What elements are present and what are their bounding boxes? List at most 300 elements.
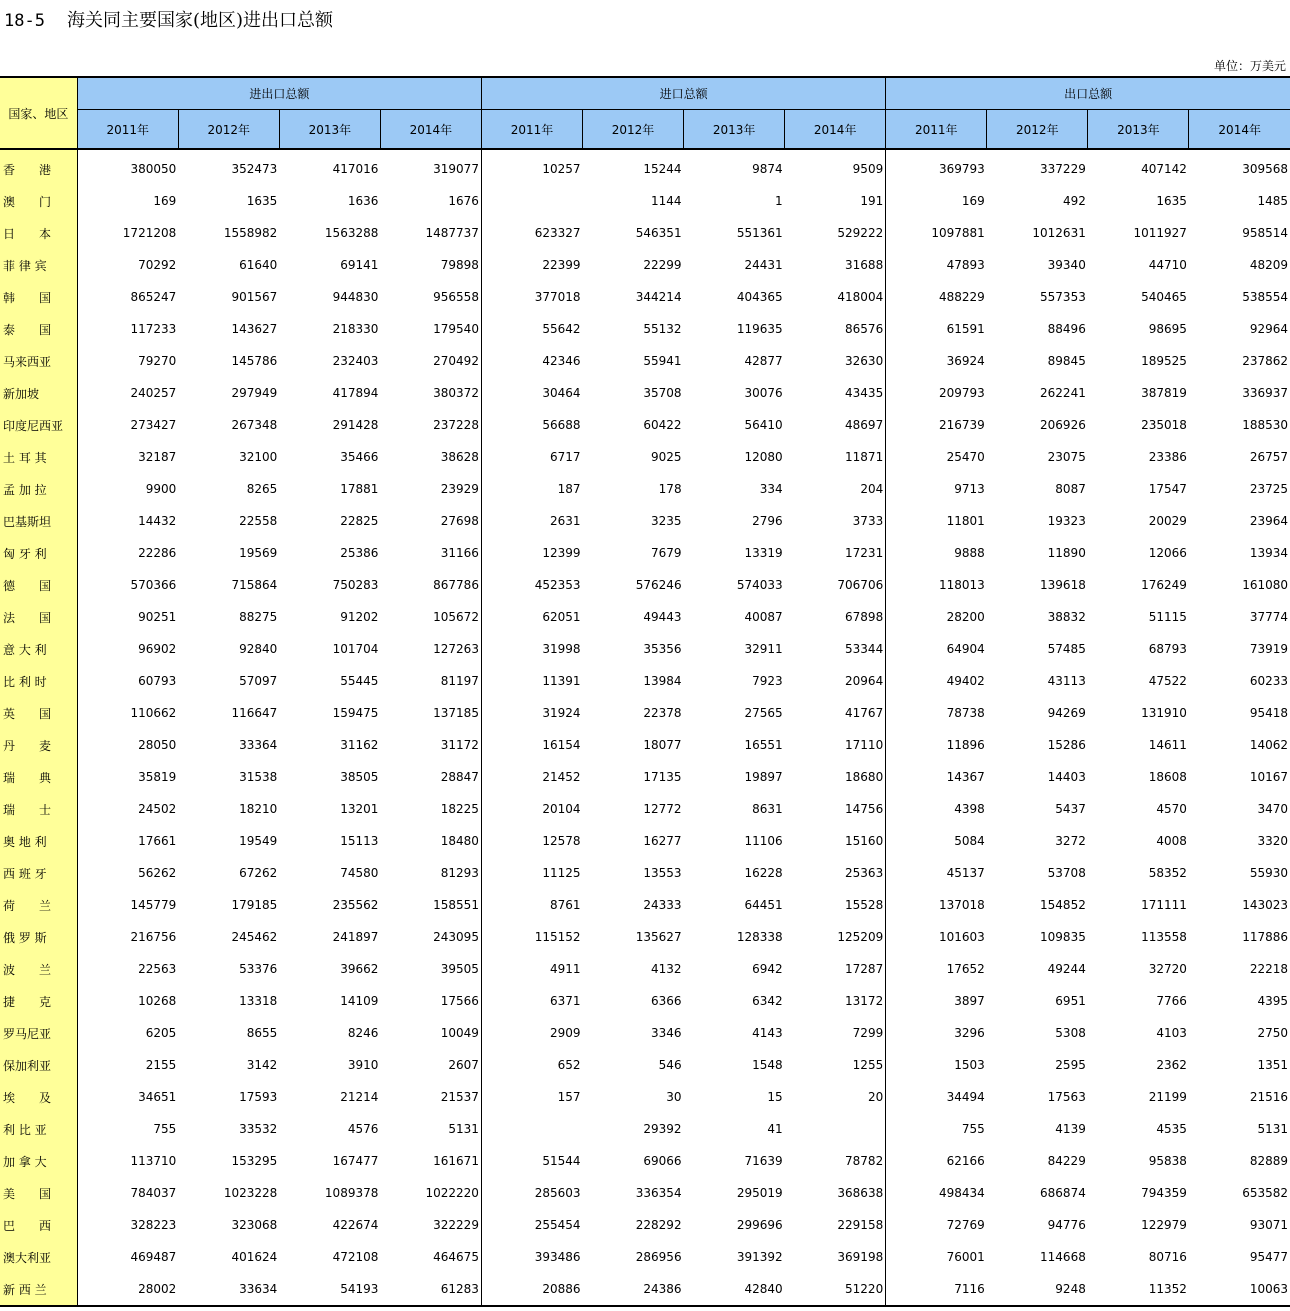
value-cell: 417016 [332, 162, 379, 176]
region-name: 俄 罗 斯 [0, 921, 77, 953]
value-cell: 8246 [347, 1026, 379, 1040]
value-cell: 715864 [231, 578, 278, 592]
value-cell: 71639 [744, 1154, 783, 1168]
group-header-import: 进口总额 [481, 77, 885, 110]
value-cell: 369793 [886, 149, 987, 185]
value-cell: 391392 [736, 1250, 783, 1264]
value-cell: 322229 [433, 1218, 479, 1232]
value-cell: 11801 [886, 505, 987, 537]
value-cell: 96902 [138, 642, 177, 656]
value-cell: 270492 [433, 354, 479, 368]
value-cell: 61640 [239, 258, 278, 272]
value-cell: 206926 [1040, 418, 1086, 432]
value-cell: 30464 [481, 377, 582, 409]
region-name: 瑞 典 [0, 761, 77, 793]
value-cell: 488229 [886, 281, 987, 313]
value-cell: 6371 [481, 985, 582, 1017]
value-cell: 64451 [744, 898, 783, 912]
table-row [0, 1241, 1290, 1273]
value-cell: 167477 [332, 1154, 379, 1168]
value-cell: 169 [886, 185, 987, 217]
value-cell: 79898 [440, 258, 479, 272]
table-row [0, 537, 1290, 569]
value-cell: 1255 [852, 1058, 884, 1072]
value-cell: 27698 [440, 514, 479, 528]
value-cell: 27565 [744, 706, 783, 720]
value-cell: 15160 [845, 834, 884, 848]
value-cell: 51115 [1148, 610, 1187, 624]
value-cell: 32911 [744, 642, 783, 656]
value-cell: 22299 [643, 258, 682, 272]
value-cell: 35708 [643, 386, 682, 400]
value-cell: 295019 [736, 1186, 783, 1200]
value-cell: 25363 [845, 866, 884, 880]
value-cell: 31162 [340, 738, 379, 752]
value-cell: 14367 [886, 761, 987, 793]
value-cell: 4570 [1156, 802, 1187, 816]
value-cell: 13319 [744, 546, 783, 560]
region-name: 巴 西 [0, 1209, 77, 1241]
region-name: 日 本 [0, 217, 77, 249]
value-cell: 9025 [651, 450, 682, 464]
table-header [0, 77, 1290, 149]
value-cell: 8761 [481, 889, 582, 921]
value-cell: 17661 [138, 834, 177, 848]
page-title [4, 6, 333, 32]
value-cell: 48697 [845, 418, 884, 432]
value-cell: 1636 [347, 194, 379, 208]
table-row [0, 793, 1290, 825]
value-cell: 1548 [752, 1058, 783, 1072]
value-cell: 49244 [1047, 962, 1086, 976]
year-header: 2014年 [380, 110, 481, 150]
value-cell: 37774 [1249, 610, 1288, 624]
region-name: 印度尼西亚 [0, 409, 77, 441]
value-cell: 43435 [845, 386, 884, 400]
value-cell: 73919 [1249, 642, 1288, 656]
value-cell: 189525 [1141, 354, 1187, 368]
value-cell: 17566 [440, 994, 479, 1008]
value-cell: 28050 [138, 738, 177, 752]
value-cell: 784037 [130, 1186, 177, 1200]
value-cell: 176249 [1141, 578, 1187, 592]
value-cell: 38832 [1047, 610, 1086, 624]
value-cell: 18210 [239, 802, 278, 816]
value-cell: 8265 [246, 482, 278, 496]
value-cell [481, 1113, 582, 1145]
value-cell: 137185 [433, 706, 479, 720]
value-cell: 31924 [481, 697, 582, 729]
region-column-header: 国家、地区 [0, 77, 77, 149]
value-cell: 179185 [231, 898, 278, 912]
value-cell: 44710 [1148, 258, 1187, 272]
value-cell: 755 [153, 1122, 177, 1136]
region-name: 新 西 兰 [0, 1273, 77, 1306]
value-cell: 4132 [651, 962, 682, 976]
value-cell: 1558982 [223, 226, 278, 240]
value-cell: 417894 [332, 386, 379, 400]
value-cell: 15244 [643, 162, 682, 176]
value-cell [785, 1113, 886, 1145]
value-cell: 13172 [845, 994, 884, 1008]
table-row [0, 249, 1290, 281]
value-cell: 570366 [130, 578, 177, 592]
value-cell: 88275 [239, 610, 278, 624]
value-cell: 49402 [886, 665, 987, 697]
value-cell: 8087 [1055, 482, 1086, 496]
region-name: 澳 门 [0, 185, 77, 217]
value-cell: 23386 [1148, 450, 1187, 464]
table-row [0, 1049, 1290, 1081]
region-name: 泰 国 [0, 313, 77, 345]
value-cell: 19323 [1047, 514, 1086, 528]
value-cell: 179540 [433, 322, 479, 336]
value-cell: 86576 [845, 322, 884, 336]
region-name: 加 拿 大 [0, 1145, 77, 1177]
year-header: 2011年 [481, 110, 582, 150]
value-cell: 131910 [1141, 706, 1187, 720]
value-cell: 380050 [130, 162, 177, 176]
value-cell: 16154 [481, 729, 582, 761]
value-cell: 23929 [440, 482, 479, 496]
region-name: 韩 国 [0, 281, 77, 313]
value-cell: 101603 [886, 921, 987, 953]
value-cell: 4008 [1156, 834, 1187, 848]
table-row [0, 505, 1290, 537]
table-title: 海关同主要国家(地区)进出口总额 [66, 10, 333, 31]
value-cell: 62051 [481, 601, 582, 633]
value-cell: 9900 [145, 482, 177, 496]
value-cell: 91202 [340, 610, 379, 624]
value-cell: 153295 [231, 1154, 278, 1168]
value-cell: 755 [886, 1113, 987, 1145]
value-cell: 2362 [1156, 1058, 1187, 1072]
value-cell: 58352 [1148, 866, 1187, 880]
value-cell: 81197 [440, 674, 479, 688]
value-cell: 323068 [231, 1218, 278, 1232]
value-cell: 867786 [433, 578, 479, 592]
value-cell: 334 [759, 482, 783, 496]
value-cell: 245462 [231, 930, 278, 944]
value-cell: 88496 [1047, 322, 1086, 336]
value-cell: 161080 [1242, 578, 1288, 592]
table-row [0, 921, 1290, 953]
value-cell: 7766 [1156, 994, 1187, 1008]
value-cell: 67262 [239, 866, 278, 880]
value-cell: 576246 [635, 578, 682, 592]
value-cell: 24431 [744, 258, 783, 272]
value-cell: 57097 [239, 674, 278, 688]
value-cell: 42346 [481, 345, 582, 377]
value-cell: 5131 [1257, 1122, 1288, 1136]
value-cell: 48209 [1249, 258, 1288, 272]
value-cell: 24386 [583, 1273, 684, 1306]
value-cell: 2909 [481, 1017, 582, 1049]
region-name: 匈 牙 利 [0, 537, 77, 569]
value-cell: 128338 [736, 930, 783, 944]
table-number: 18-5 [4, 11, 45, 31]
value-cell: 11125 [481, 857, 582, 889]
value-cell: 15528 [845, 898, 884, 912]
value-cell: 6205 [145, 1026, 177, 1040]
value-cell: 1351 [1257, 1058, 1288, 1072]
value-cell: 18225 [440, 802, 479, 816]
value-cell: 407142 [1141, 162, 1187, 176]
value-cell: 110662 [130, 706, 177, 720]
value-cell: 20104 [481, 793, 582, 825]
value-cell: 12399 [481, 537, 582, 569]
value-cell: 243095 [433, 930, 479, 944]
value-cell: 336354 [635, 1186, 682, 1200]
value-cell: 161671 [433, 1154, 479, 1168]
table-row [0, 149, 1290, 185]
value-cell: 118013 [886, 569, 987, 601]
value-cell: 418004 [837, 290, 884, 304]
value-cell: 60793 [138, 674, 177, 688]
value-cell: 135627 [635, 930, 682, 944]
value-cell: 68793 [1148, 642, 1187, 656]
value-cell: 62166 [886, 1145, 987, 1177]
value-cell: 43113 [1047, 674, 1086, 688]
value-cell: 28002 [77, 1273, 178, 1306]
value-cell: 113710 [130, 1154, 177, 1168]
value-cell: 4395 [1257, 994, 1288, 1008]
value-cell: 422674 [332, 1218, 379, 1232]
value-cell: 2595 [1055, 1058, 1086, 1072]
value-cell: 127263 [433, 642, 479, 656]
value-cell: 16277 [643, 834, 682, 848]
value-cell: 12578 [481, 825, 582, 857]
value-cell: 119635 [736, 322, 783, 336]
region-name: 英 国 [0, 697, 77, 729]
value-cell: 10257 [481, 149, 582, 185]
value-cell: 5084 [886, 825, 987, 857]
value-cell: 958514 [1242, 226, 1288, 240]
table-row [0, 665, 1290, 697]
value-cell: 54193 [279, 1273, 380, 1306]
value-cell: 10049 [440, 1026, 479, 1040]
value-cell: 557353 [1040, 290, 1086, 304]
value-cell: 17547 [1148, 482, 1187, 496]
region-name: 利 比 亚 [0, 1113, 77, 1145]
value-cell: 1676 [448, 194, 479, 208]
table-row [0, 953, 1290, 985]
value-cell: 1023228 [223, 1186, 278, 1200]
value-cell: 36924 [886, 345, 987, 377]
value-cell: 9888 [886, 537, 987, 569]
value-cell: 20964 [845, 674, 884, 688]
value-cell: 79270 [138, 354, 177, 368]
value-cell: 47522 [1148, 674, 1187, 688]
value-cell [481, 185, 582, 217]
value-cell: 337229 [1040, 162, 1086, 176]
value-cell: 19897 [744, 770, 783, 784]
value-cell: 61591 [886, 313, 987, 345]
value-cell: 369198 [837, 1250, 884, 1264]
value-cell: 218330 [332, 322, 379, 336]
value-cell: 1487737 [425, 226, 479, 240]
value-cell: 255454 [481, 1209, 582, 1241]
value-cell: 55642 [481, 313, 582, 345]
value-cell: 55941 [643, 354, 682, 368]
value-cell: 47893 [886, 249, 987, 281]
value-cell: 94269 [1047, 706, 1086, 720]
value-cell: 32187 [138, 450, 177, 464]
value-cell: 25386 [340, 546, 379, 560]
value-cell: 125209 [837, 930, 884, 944]
value-cell: 7116 [886, 1273, 987, 1306]
value-cell: 11106 [744, 834, 783, 848]
value-cell: 285603 [481, 1177, 582, 1209]
value-cell: 74580 [340, 866, 379, 880]
value-cell: 56410 [744, 418, 783, 432]
value-cell: 159475 [332, 706, 379, 720]
table-body [0, 149, 1290, 1306]
value-cell: 117886 [1242, 930, 1288, 944]
value-cell: 191 [860, 194, 884, 208]
value-cell: 69066 [643, 1154, 682, 1168]
table-row [0, 729, 1290, 761]
value-cell: 28200 [886, 601, 987, 633]
table-row [0, 761, 1290, 793]
value-cell: 93071 [1249, 1218, 1288, 1232]
value-cell: 137018 [886, 889, 987, 921]
value-cell: 31166 [440, 546, 479, 560]
value-cell: 41 [767, 1122, 783, 1136]
value-cell: 16228 [744, 866, 783, 880]
table-row [0, 569, 1290, 601]
value-cell: 352473 [231, 162, 278, 176]
value-cell: 1635 [1156, 194, 1187, 208]
value-cell: 8655 [246, 1026, 278, 1040]
value-cell: 55132 [643, 322, 682, 336]
value-cell: 9248 [987, 1273, 1088, 1306]
region-name: 新加坡 [0, 377, 77, 409]
value-cell: 299696 [736, 1218, 783, 1232]
value-cell: 241897 [332, 930, 379, 944]
value-cell: 17652 [886, 953, 987, 985]
value-cell: 16551 [744, 738, 783, 752]
value-cell: 1 [775, 194, 783, 208]
value-cell: 209793 [886, 377, 987, 409]
value-cell: 235018 [1141, 418, 1187, 432]
region-name: 丹 麦 [0, 729, 77, 761]
region-name: 孟 加 拉 [0, 473, 77, 505]
region-name: 罗马尼亚 [0, 1017, 77, 1049]
value-cell: 35356 [643, 642, 682, 656]
value-cell: 472108 [332, 1250, 379, 1264]
table-row [0, 1017, 1290, 1049]
value-cell: 5437 [1055, 802, 1086, 816]
value-cell: 4576 [347, 1122, 379, 1136]
value-cell: 21199 [1148, 1090, 1187, 1104]
value-cell: 5308 [1055, 1026, 1086, 1040]
value-cell: 19569 [239, 546, 278, 560]
year-header: 2013年 [1088, 110, 1189, 150]
value-cell: 31998 [481, 633, 582, 665]
value-cell: 49443 [643, 610, 682, 624]
value-cell: 188530 [1242, 418, 1288, 432]
value-cell: 13984 [643, 674, 682, 688]
value-cell: 18077 [643, 738, 682, 752]
value-cell: 78782 [845, 1154, 884, 1168]
region-name: 法 国 [0, 601, 77, 633]
value-cell: 380372 [433, 386, 479, 400]
table-row [0, 377, 1290, 409]
value-cell: 1485 [1257, 194, 1288, 208]
value-cell: 7299 [852, 1026, 884, 1040]
value-cell: 11890 [1047, 546, 1086, 560]
region-name: 奥 地 利 [0, 825, 77, 857]
value-cell: 3272 [1055, 834, 1086, 848]
value-cell: 18480 [440, 834, 479, 848]
value-cell: 237862 [1242, 354, 1288, 368]
region-name: 捷 克 [0, 985, 77, 1017]
value-cell: 178 [658, 482, 682, 496]
value-cell: 17563 [1047, 1090, 1086, 1104]
table-row [0, 601, 1290, 633]
value-cell: 169 [153, 194, 177, 208]
value-cell: 3733 [852, 514, 884, 528]
value-cell: 1011927 [1133, 226, 1187, 240]
value-cell: 686874 [1040, 1186, 1086, 1200]
value-cell: 529222 [837, 226, 884, 240]
year-header: 2012年 [987, 110, 1088, 150]
value-cell: 69141 [340, 258, 379, 272]
value-cell: 84229 [1047, 1154, 1086, 1168]
value-cell: 8631 [752, 802, 783, 816]
value-cell: 309568 [1242, 162, 1288, 176]
value-cell: 17110 [845, 738, 884, 752]
value-cell: 15286 [1047, 738, 1086, 752]
value-cell: 51220 [785, 1273, 886, 1306]
value-cell: 94776 [1047, 1218, 1086, 1232]
value-cell: 33532 [239, 1122, 278, 1136]
table-row [0, 185, 1290, 217]
group-header-export: 出口总额 [886, 77, 1290, 110]
value-cell: 328223 [130, 1218, 177, 1232]
value-cell: 30 [666, 1090, 682, 1104]
value-cell: 10063 [1189, 1273, 1290, 1306]
value-cell: 574033 [736, 578, 783, 592]
value-cell: 29392 [643, 1122, 682, 1136]
year-header: 2012年 [178, 110, 279, 150]
table-row [0, 633, 1290, 665]
value-cell: 267348 [231, 418, 278, 432]
value-cell: 794359 [1141, 1186, 1187, 1200]
value-cell: 187 [481, 473, 582, 505]
value-cell: 113558 [1141, 930, 1187, 944]
year-header: 2013年 [279, 110, 380, 150]
value-cell: 40087 [744, 610, 783, 624]
value-cell: 145786 [231, 354, 278, 368]
value-cell: 23075 [1047, 450, 1086, 464]
value-cell: 56262 [138, 866, 177, 880]
value-cell: 750283 [332, 578, 379, 592]
value-cell: 7923 [752, 674, 783, 688]
value-cell: 22399 [481, 249, 582, 281]
value-cell: 4535 [1156, 1122, 1187, 1136]
value-cell: 38505 [340, 770, 379, 784]
value-cell: 404365 [736, 290, 783, 304]
value-cell: 55445 [340, 674, 379, 688]
table-row [0, 473, 1290, 505]
value-cell: 1012631 [1032, 226, 1086, 240]
value-cell: 80716 [1148, 1250, 1187, 1264]
value-cell: 653582 [1242, 1186, 1288, 1200]
value-cell: 31172 [440, 738, 479, 752]
table-row [0, 1145, 1290, 1177]
